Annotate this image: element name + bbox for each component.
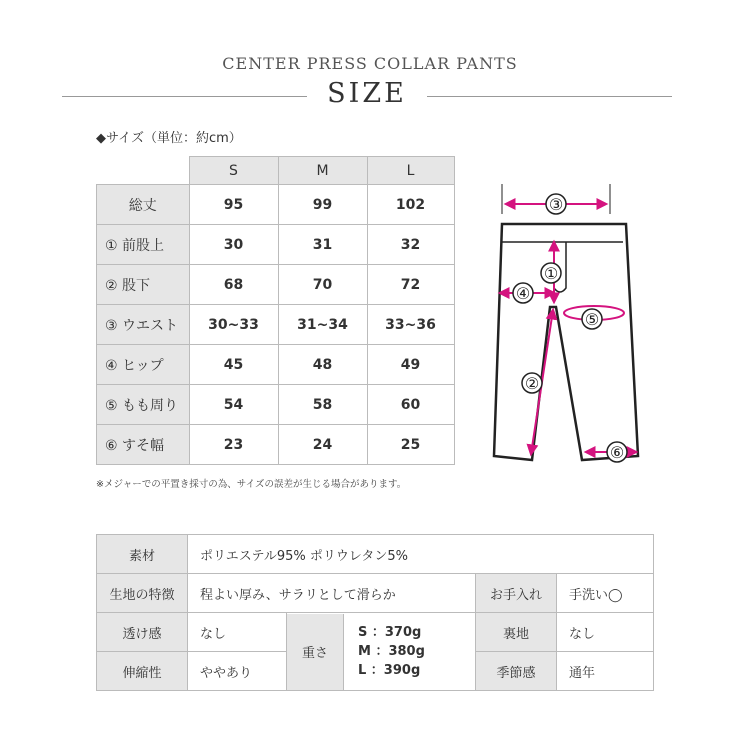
cell: 48 xyxy=(278,345,367,385)
marker-5-label: ⑤ xyxy=(584,310,600,329)
marker-4-label: ④ xyxy=(515,284,531,303)
material-label: 素材 xyxy=(97,535,188,574)
col-header: M xyxy=(278,157,367,185)
season-value: 通年 xyxy=(557,652,654,691)
cell: 30~33 xyxy=(189,305,278,345)
material-value: ポリエステル95% ポリウレタン5% xyxy=(188,535,654,574)
feature-value: 程よい厚み、サラリとして滑らか xyxy=(188,574,476,613)
weight-s: S ：370g xyxy=(358,625,422,640)
feature-label: 生地の特徴 xyxy=(97,574,188,613)
stretch-label: 伸縮性 xyxy=(97,652,188,691)
weight-label: 重さ xyxy=(287,614,344,690)
product-subtitle: CENTER PRESS COLLAR PANTS xyxy=(222,54,518,73)
weight-l: L ：390g xyxy=(358,663,421,678)
row-label: ② 股下 xyxy=(97,265,190,305)
title-row xyxy=(62,78,672,114)
care-label: お手入れ xyxy=(476,574,557,613)
marker-1-label: ① xyxy=(543,264,559,283)
table-row xyxy=(97,225,455,265)
cell: 23 xyxy=(189,425,278,465)
sheer-label: 透け感 xyxy=(97,613,188,652)
cell: 45 xyxy=(189,345,278,385)
lining-value: なし xyxy=(557,613,654,652)
table-row xyxy=(97,305,455,345)
cell: 102 xyxy=(367,185,454,225)
size-heading: ◆サイズ（単位：約cm） xyxy=(96,131,242,146)
row-label: ⑥ すそ幅 xyxy=(97,425,190,465)
col-header: L xyxy=(367,157,454,185)
size-table xyxy=(96,156,455,465)
marker-3-label: ③ xyxy=(548,195,564,214)
table-row xyxy=(97,265,455,305)
cell: 31~34 xyxy=(278,305,367,345)
season-label: 季節感 xyxy=(476,652,557,691)
fabric-info-table xyxy=(96,534,654,691)
weight-cell xyxy=(287,613,476,691)
cell: 70 xyxy=(278,265,367,305)
cell: 31 xyxy=(278,225,367,265)
row-label: ③ ウエスト xyxy=(97,305,190,345)
table-row xyxy=(97,345,455,385)
cell: 24 xyxy=(278,425,367,465)
divider-right xyxy=(427,96,672,97)
cell: 30 xyxy=(189,225,278,265)
table-row xyxy=(97,425,455,465)
cell: 95 xyxy=(189,185,278,225)
cell: 49 xyxy=(367,345,454,385)
stretch-value: ややあり xyxy=(188,652,287,691)
cell: 25 xyxy=(367,425,454,465)
care-value: 手洗い◯ xyxy=(557,574,654,613)
pants-diagram xyxy=(490,180,650,470)
sheer-value: なし xyxy=(188,613,287,652)
cell: 72 xyxy=(367,265,454,305)
row-label: ④ ヒップ xyxy=(97,345,190,385)
col-header: S xyxy=(189,157,278,185)
cell: 32 xyxy=(367,225,454,265)
table-row xyxy=(97,185,455,225)
size-header-row xyxy=(97,157,455,185)
lining-label: 裏地 xyxy=(476,613,557,652)
table-row xyxy=(97,385,455,425)
info-row-feature xyxy=(97,574,654,613)
cell: 68 xyxy=(189,265,278,305)
cell: 33~36 xyxy=(367,305,454,345)
page-title: SIZE xyxy=(327,78,407,109)
row-label: 総丈 xyxy=(97,185,190,225)
marker-6-label: ⑥ xyxy=(609,443,625,462)
corner-cell xyxy=(97,157,190,185)
info-row-material xyxy=(97,535,654,574)
marker-2-label: ② xyxy=(524,374,540,393)
row-label: ① 前股上 xyxy=(97,225,190,265)
measurement-note: ※メジャーでの平置き採寸の為、サイズの誤差が生じる場合があります。 xyxy=(96,479,407,490)
cell: 58 xyxy=(278,385,367,425)
info-row-sheer xyxy=(97,613,654,652)
row-label: ⑤ もも周り xyxy=(97,385,190,425)
weight-values xyxy=(344,614,475,690)
cell: 54 xyxy=(189,385,278,425)
cell: 99 xyxy=(278,185,367,225)
weight-m: M ：380g xyxy=(358,644,425,659)
cell: 60 xyxy=(367,385,454,425)
